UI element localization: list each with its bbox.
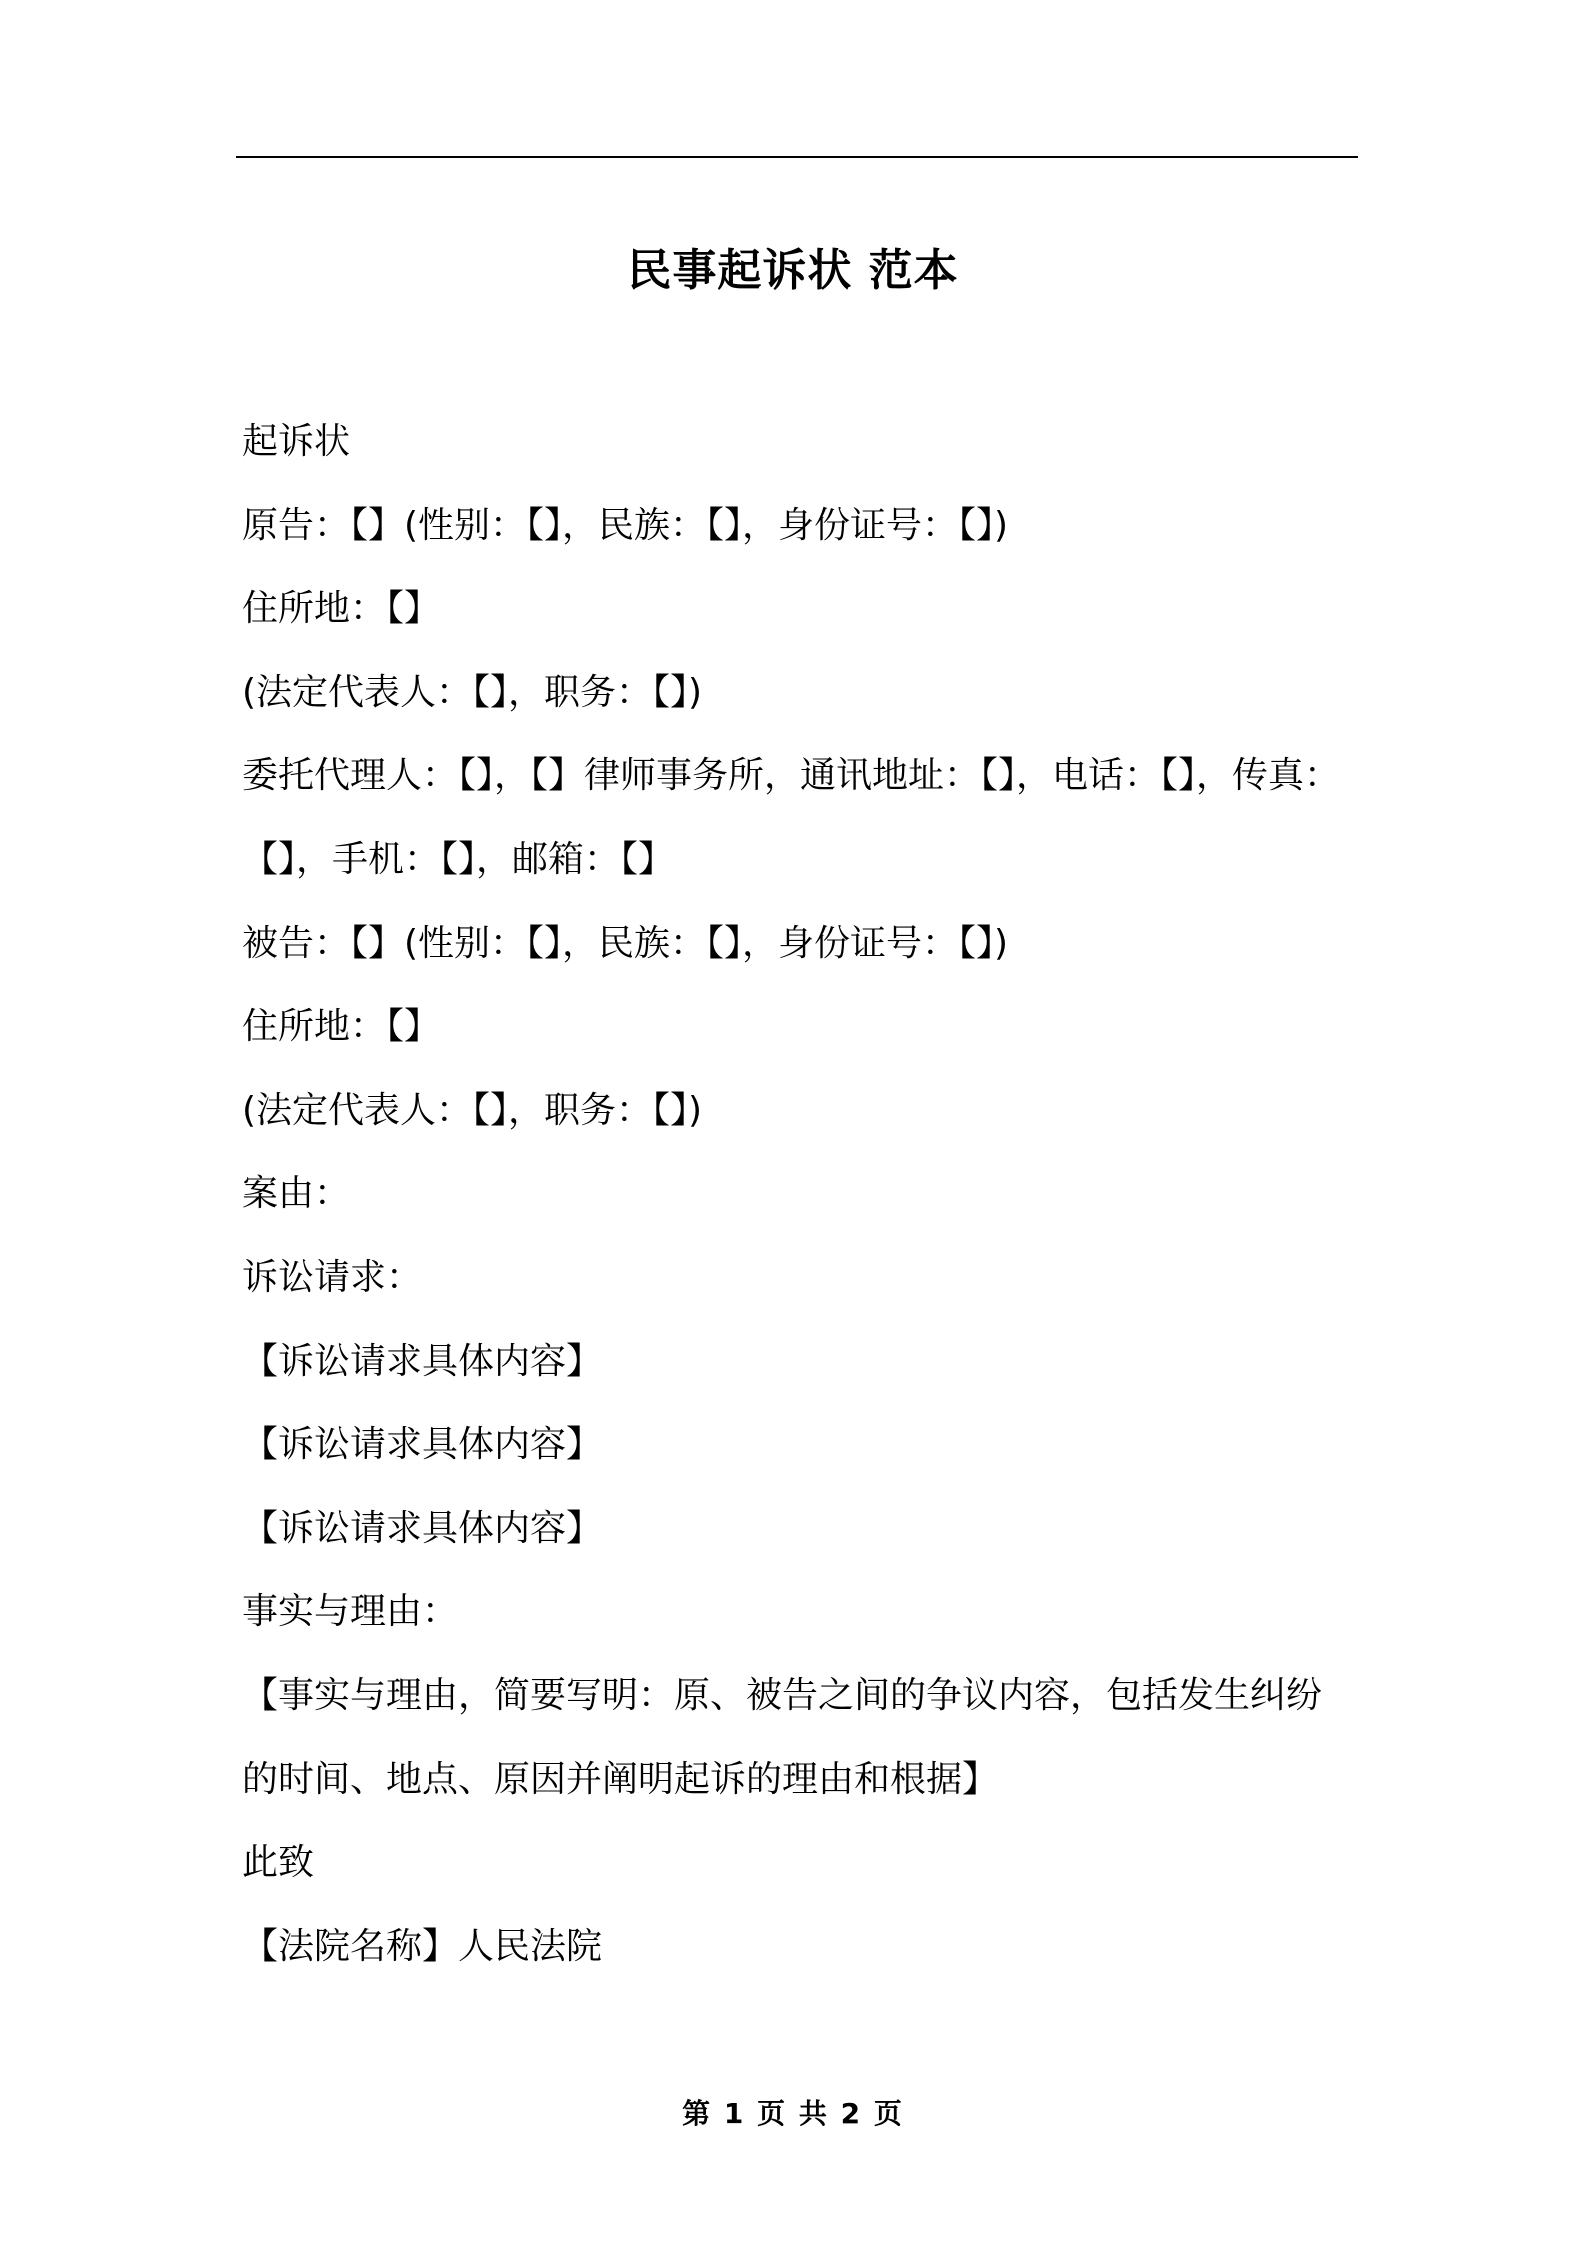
claim-item: 【诉讼请求具体内容】 (242, 1507, 603, 1549)
defendant-legal-rep-line: (法定代表人：【】，职务：【】) (242, 1089, 703, 1131)
document-body (242, 400, 1362, 1988)
plaintiff-line: 原告：【】(性别：【】，民族：【】，身份证号：【】) (242, 504, 1009, 546)
document-title: 民事起诉状 范本 (627, 245, 959, 297)
header-rule (236, 156, 1358, 158)
facts-heading: 事实与理由： (242, 1591, 459, 1633)
salutation: 此致 (242, 1842, 315, 1884)
claims-heading: 诉讼请求： (242, 1256, 423, 1298)
cause-of-action-line: 案由： (242, 1173, 351, 1215)
defendant-address-line: 住所地：【】 (242, 1006, 441, 1048)
court-name-line: 【法院名称】人民法院 (242, 1925, 603, 1967)
claim-item: 【诉讼请求具体内容】 (242, 1424, 603, 1466)
page-indicator: 第 1 页 共 2 页 (682, 2097, 904, 2130)
agent-line-continued: 【】，手机：【】，邮箱：【】 (242, 838, 675, 880)
plaintiff-legal-rep-line: (法定代表人：【】，职务：【】) (242, 671, 703, 713)
defendant-line: 被告：【】(性别：【】，民族：【】，身份证号：【】) (242, 922, 1009, 964)
heading-complaint: 起诉状 (242, 421, 351, 462)
facts-text: 【事实与理由，简要写明：原、被告之间的争议内容，包括发生纠纷 (242, 1674, 1323, 1716)
claim-item: 【诉讼请求具体内容】 (242, 1340, 603, 1382)
plaintiff-address-line: 住所地：【】 (242, 588, 441, 630)
facts-text-continued: 的时间、地点、原因并阐明起诉的理由和根据】 (242, 1758, 999, 1800)
agent-line: 委托代理人：【】，【】律师事务所，通讯地址：【】，电话：【】，传真： (242, 755, 1341, 797)
